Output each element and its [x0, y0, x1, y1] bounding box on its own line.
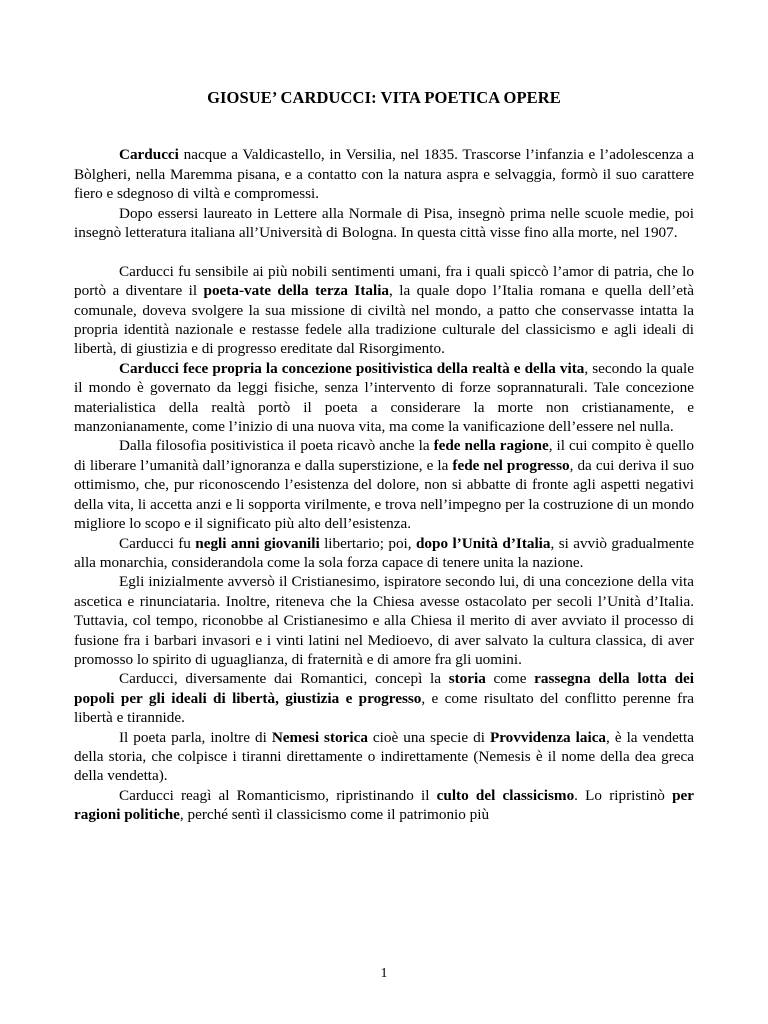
- bold-phrase: poeta-vate della terza Italia: [203, 282, 390, 300]
- document-page: [74, 88, 694, 825]
- paragraph-text: . Lo ripristinò: [574, 786, 673, 804]
- paragraph-politics: [74, 534, 694, 573]
- paragraph-classicism: [74, 786, 694, 825]
- paragraph-text: , da cui deriva il suo ottimismo, che, pur riconoscendo l’esistenza del dolore, non si abbatte di fronte agli aspetti negativi della vita, li accetta anzi e li sopporta virilmente, e trova nell’impegno per la costruzione di un mondo migliore lo scopo e il significato più alto dell’esistenza.: [74, 456, 695, 533]
- paragraph-text: Dopo essersi laureato in Lettere alla Normale di Pisa, insegnò prima nelle scuole medie, poi insegnò letteratura italiana all’Università di Bologna. In questa città visse fino alla morte, nel 1907.: [74, 204, 694, 242]
- paragraph-text: Dalla filosofia positivistica il poeta ricavò anche la: [119, 437, 434, 455]
- bold-phrase: Nemesi storica: [271, 728, 368, 746]
- bold-phrase: Provvidenza laica: [489, 728, 607, 746]
- paragraph-positivism: [74, 359, 694, 437]
- paragraph-text: come: [485, 670, 535, 688]
- bold-phrase: storia: [448, 670, 486, 688]
- paragraph-text: cioè una specie di: [367, 728, 490, 746]
- bold-phrase: Carducci fece propria la concezione positivistica della realtà e della vita: [119, 359, 585, 377]
- paragraph-text: Egli inizialmente avversò il Cristianesimo, ispiratore secondo lui, di una concezione della vita ascetica e rinunciataria. Inoltre, riteneva che la Chiesa avesse ostacolato per secoli l’Unità d’Italia. Tuttavia, col tempo, riconobbe al Cristianesimo e alla Chiesa il merito di aver avviato il processo di fusione fra i barbari invasori e i vinti latini nel Medioevo, di aver salvato la cultura classica, di aver promosso lo spirito di uguaglianza, di fraternità e di amore fra gli uomini.: [74, 573, 694, 668]
- bold-phrase: Carducci: [119, 146, 179, 164]
- paragraph-text: Carducci, diversamente dai Romantici, concepì la: [119, 670, 449, 688]
- paragraph-text: , il cui compito è quello di liberare l’umanità dall’ignoranza e dalla superstizione, e la: [74, 437, 694, 474]
- paragraph-text: nacque a Valdicastello, in Versilia, nel 1835. Trascorse l’infanzia e l’adolescenza a Bòlgheri, nella Maremma pisana, e a contatto con la natura aspra e selvaggia, formò il suo carattere fiero e sdegnoso di viltà e compromessi.: [74, 146, 694, 203]
- paragraph-nemesis: [74, 728, 694, 786]
- paragraph-text: , la quale dopo l’Italia romana e quella dell’età comunale, doveva svolgere la sua missione di civiltà nel mondo, a patto che conservasse intatta la propria identità nazionale e restasse fedele alla tradizione culturale del classicismo e agli ideali di libertà, di giustizia e di progresso ereditate dal Risorgimento.: [74, 282, 694, 358]
- bold-phrase: rassegna della lotta dei popoli per gli ideali di libertà, giustizia e progresso: [74, 670, 694, 707]
- paragraph-text: , e come risultato del conflitto perenne fra libertà e tirannide.: [74, 689, 694, 727]
- paragraph-text: Il poeta parla, inoltre di: [119, 728, 272, 746]
- paragraph-text: libertario; poi,: [319, 534, 416, 552]
- bold-phrase: fede nel progresso: [452, 456, 570, 474]
- paragraph-education: [74, 204, 694, 243]
- paragraph-history: [74, 669, 694, 727]
- bold-phrase: per ragioni politiche: [74, 786, 694, 824]
- paragraph-text: Carducci fu: [119, 534, 196, 552]
- paragraph-text: Carducci fu sensibile ai più nobili sentimenti umani, fra i quali spiccò l’amor di patria, che lo portò a diventare il: [74, 262, 694, 300]
- document-title: GIOSUE’ CARDUCCI: VITA POETICA OPERE: [207, 88, 561, 107]
- bold-phrase: culto del classicismo: [436, 786, 575, 804]
- paragraph-reason-progress: [74, 436, 694, 533]
- bold-phrase: dopo l’Unità d’Italia: [415, 534, 551, 552]
- page-number: 1: [380, 966, 388, 981]
- paragraph-text: , secondo la quale il mondo è governato da leggi fisiche, senza l’intervento di forze soprannaturali. Tale concezione materialistica della realtà portò il poeta a considerare la morte non cristianamente, e manzonianamente, come l’inizio di una nuova vita, ma come la vanificazione dell’essere nel nulla.: [74, 359, 694, 436]
- paragraph-text: , è la vendetta della storia, che colpisce i tiranni direttamente o indirettamente (Nemesis è il nome della dea greca della vendetta).: [74, 728, 694, 785]
- paragraph-christianity: [74, 572, 694, 669]
- bold-phrase: negli anni giovanili: [195, 534, 320, 552]
- paragraph-text: Carducci reagì al Romanticismo, ripristinando il: [119, 786, 437, 804]
- bold-phrase: fede nella ragione: [433, 437, 549, 455]
- paragraph-text: , si avviò gradualmente alla monarchia, considerandola come la sola forza capace di tenere unita la nazione.: [74, 534, 694, 571]
- paragraph-birth: [74, 145, 694, 203]
- paragraph-patriotism: [74, 262, 694, 359]
- paragraph-text: , perché sentì il classicismo come il patrimonio più: [179, 806, 490, 824]
